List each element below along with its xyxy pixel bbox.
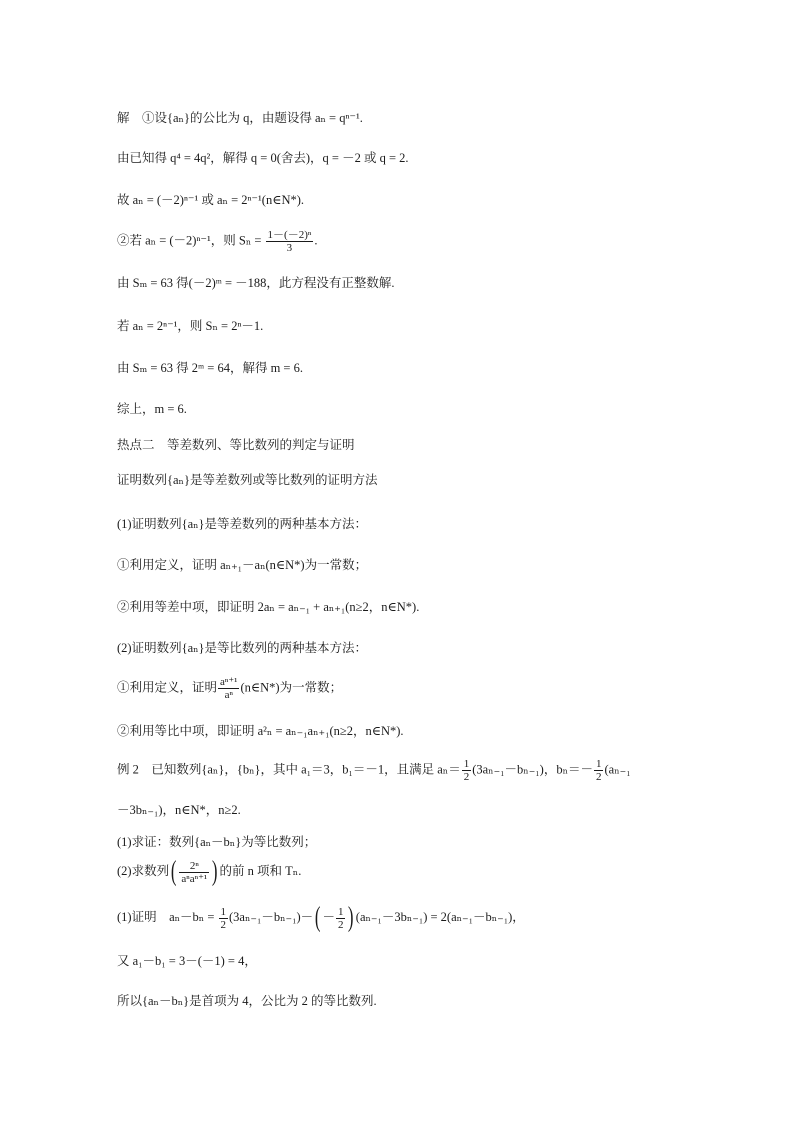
method-1-item-2: ②利用等差中项，即证明 2aₙ = aₙ₋₁ + aₙ₊₁(n≥2，n∈N*). <box>117 600 420 614</box>
proof-right-paren: ) <box>348 902 354 933</box>
proof-half-num-2: 1 <box>337 905 344 918</box>
proof-half-den-1: 2 <box>220 918 226 931</box>
half-num-1: 1 <box>463 758 470 770</box>
method-1-item-1: ①利用定义，证明 aₙ₊₁－aₙ(n∈N*)为一常数； <box>117 558 368 572</box>
half-den-2: 2 <box>595 771 602 783</box>
half-fraction-2 <box>594 758 604 783</box>
sum-fraction <box>266 229 314 254</box>
part2-numerator: 2ⁿ <box>179 860 209 873</box>
example-2-part-1: (1)求证：数列{aₙ－bₙ}为等比数列； <box>117 835 317 849</box>
method-1-title: (1)证明数列{aₙ}是等差数列的两种基本方法： <box>117 517 368 531</box>
proof-line-3: 所以{aₙ－bₙ}是首项为 4，公比为 2 的等比数列. <box>117 994 377 1008</box>
proof-half-1 <box>219 906 229 931</box>
ratio-fraction <box>218 676 239 701</box>
part2-right-paren: ) <box>212 856 218 887</box>
proof-half-num-1: 1 <box>220 905 226 918</box>
half-fraction-1 <box>462 758 472 783</box>
proof-sign: － <box>322 909 335 924</box>
example-2-line-2: －3bₙ₋₁)，n∈N*，n≥2. <box>117 803 241 817</box>
part2-pre: (2)求数列 <box>117 863 170 878</box>
method-2-item-2: ②利用等比中项，即证明 a²ₙ = aₙ₋₁aₙ₊₁(n≥2，n∈N*). <box>117 724 404 738</box>
half-den-1: 2 <box>463 771 470 783</box>
line15-pre: ①利用定义，证明 <box>117 680 218 695</box>
method-2-item-1 <box>117 676 342 701</box>
part2-post: 的前 n 项和 Tₙ. <box>219 863 302 878</box>
proof-half-den-2: 2 <box>337 918 344 931</box>
part2-left-paren: ( <box>170 856 177 887</box>
proof-left-paren: ( <box>314 902 321 933</box>
solution-line-5: 由 Sₘ = 63 得(－2)ᵐ = －188，此方程没有正整数解. <box>117 276 395 290</box>
example-mid: (3aₙ₋₁－bₙ₋₁)，bₙ＝－ <box>472 762 593 777</box>
line4-pre: ②若 aₙ = (－2)ⁿ⁻¹，则 Sₙ = <box>117 233 265 248</box>
example-pre: 例 2 已知数列{aₙ}，{bₙ}，其中 a₁＝3，b₁＝－1，且满足 aₙ＝ <box>117 762 461 777</box>
section-heading: 热点二 等差数列、等比数列的判定与证明 <box>117 438 355 452</box>
sum-fraction-denominator: 3 <box>286 242 293 254</box>
ratio-numerator: aⁿ⁺¹ <box>220 676 238 688</box>
part2-fraction <box>179 860 209 885</box>
line4-post: . <box>314 233 318 248</box>
proof-post: (aₙ₋₁－3bₙ₋₁) = 2(aₙ₋₁－bₙ₋₁)， <box>355 909 525 924</box>
example-2-part-2 <box>117 858 301 886</box>
method-intro: 证明数列{aₙ}是等差数列或等比数列的证明方法 <box>117 473 378 487</box>
example-post: (aₙ₋₁ <box>604 762 631 777</box>
ratio-denominator: aⁿ <box>224 689 233 701</box>
solution-line-1: 解 ①设{aₙ}的公比为 q，由题设得 aₙ = qⁿ⁻¹. <box>117 111 363 125</box>
proof-line-2: 又 a₁－b₁ = 3－(－1) = 4， <box>117 954 257 968</box>
proof-line-1 <box>117 904 525 932</box>
solution-line-2: 由已知得 q⁴ = 4q²，解得 q = 0(舍去)，q = －2 或 q = 2. <box>117 151 409 165</box>
proof-mid: (3aₙ₋₁－bₙ₋₁)－ <box>229 909 314 924</box>
solution-line-3: 故 aₙ = (－2)ⁿ⁻¹ 或 aₙ = 2ⁿ⁻¹(n∈N*). <box>117 193 305 207</box>
method-2-title: (2)证明数列{aₙ}是等比数列的两种基本方法： <box>117 641 368 655</box>
part2-denominator: aⁿaⁿ⁺¹ <box>181 872 208 885</box>
solution-line-4 <box>117 229 317 254</box>
proof-pre: (1)证明 aₙ－bₙ = <box>117 909 218 924</box>
solution-line-7: 由 Sₘ = 63 得 2ᵐ = 64，解得 m = 6. <box>117 361 303 375</box>
solution-line-6: 若 aₙ = 2ⁿ⁻¹，则 Sₙ = 2ⁿ－1. <box>117 319 264 333</box>
example-2-line-1 <box>117 758 631 783</box>
proof-half-2 <box>336 906 346 931</box>
solution-line-8: 综上，m = 6. <box>117 402 187 416</box>
half-num-2: 1 <box>595 758 602 770</box>
sum-fraction-numerator: 1－(－2)ⁿ <box>267 229 312 241</box>
line15-post: (n∈N*)为一常数； <box>240 680 343 695</box>
